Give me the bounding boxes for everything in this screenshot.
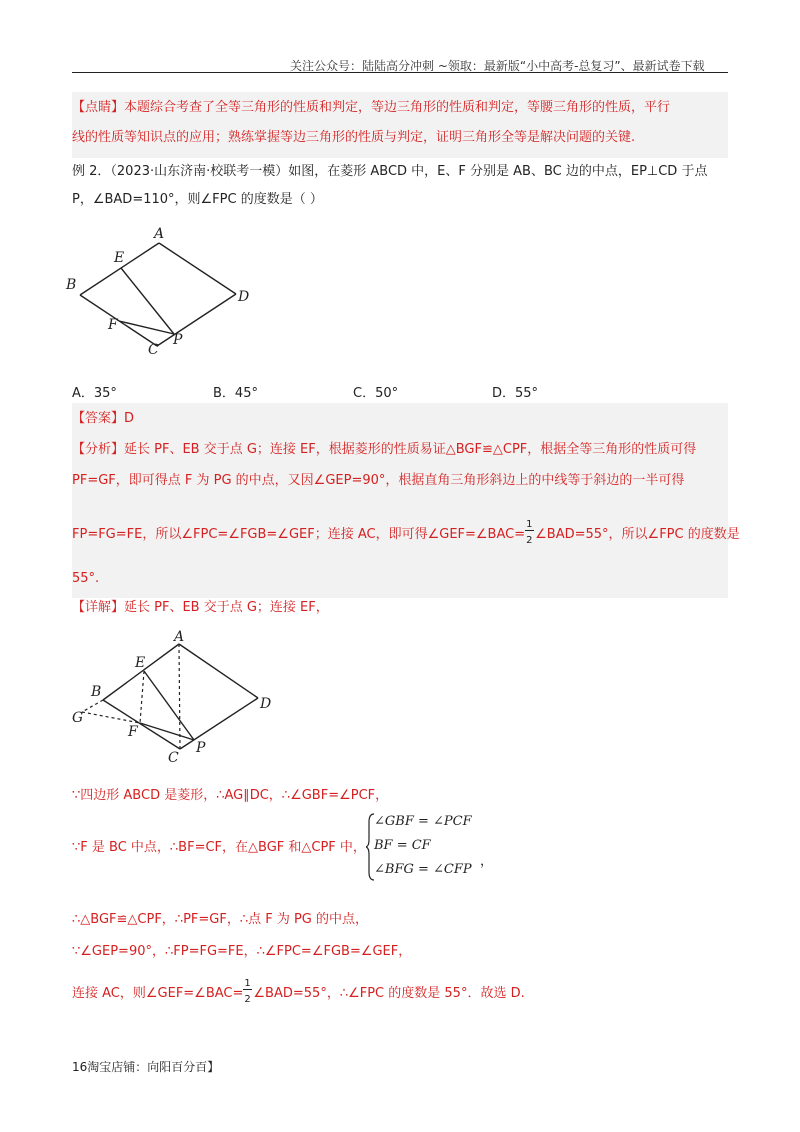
example-line-1: 例 2．（2023·山东济南·校联考一模）如图，在菱形 ABCD 中，E、F 分别是 AB、BC 边的中点，EP⊥CD 于点: [72, 164, 708, 179]
analysis-line-1: 【分析】延长 PF、EB 交于点 G；连接 EF，根据菱形的性质易证△BGF≌△CPF，根据全等三角形的性质可得: [72, 442, 697, 457]
fraction-numerator: 1: [526, 518, 533, 530]
dianjing-line-2: 线的性质等知识点的应用；熟练掌握等边三角形的性质与判定，证明三角形全等是解决问题的关键.: [72, 130, 636, 145]
dianjing-line-1: 【点睛】本题综合考查了全等三角形的性质和判定，等边三角形的性质和判定，等腰三角形的性质，平行: [72, 100, 671, 115]
fig1-segment-EP: [121, 268, 174, 334]
proof-line-5: [72, 977, 525, 1005]
fig2-label-E: E: [135, 655, 146, 671]
fig2-label-C: C: [168, 750, 179, 766]
rhombus-figure-2: [60, 630, 290, 770]
answer-analysis-section: [72, 403, 740, 598]
fraction-denominator: 2: [526, 534, 533, 546]
fig2-label-A: A: [174, 630, 185, 645]
fig1-label-F: F: [108, 317, 118, 333]
fig2-label-D: D: [260, 696, 272, 712]
proof-line-4: ∵∠GEP=90°，∴FP=FG=FE，∴∠FPC=∠FGB=∠GEF，: [72, 944, 412, 959]
fig1-segment-AD: [159, 243, 236, 294]
fig1-label-B: B: [66, 277, 77, 293]
fig2-dashed-EF: [140, 671, 144, 723]
analysis-line-4: 55°.: [72, 571, 100, 586]
system-row-2: BF = CF: [374, 838, 431, 853]
proof-line-5b: ∠BAD=55°，∴∠FPC 的度数是 55°．故选 D.: [253, 986, 525, 1001]
equation-system: [366, 812, 476, 882]
option-d: D．55°: [492, 386, 539, 401]
option-a: A．35°: [72, 386, 117, 401]
analysis-line-3b: ∠BAD=55°，所以∠FPC 的度数是: [535, 527, 740, 542]
fig1-label-D: D: [238, 289, 250, 305]
fig2-segment-EP: [144, 671, 194, 740]
fraction-half: [525, 518, 535, 546]
analysis-line-2: PF=GF，即可得点 F 为 PG 的中点，又因∠GEP=90°，根据直角三角形斜边上的中线等于斜边的一半可得: [72, 473, 685, 488]
fig2-segment-DC: [180, 698, 258, 749]
fig2-segment-BA: [103, 644, 179, 700]
fraction-half-2: [243, 977, 253, 1005]
header-rule: [72, 72, 728, 73]
proof-line-3: ∴△BGF≌△CPF，∴PF=GF，∴点 F 为 PG 的中点，: [72, 912, 369, 927]
system-row-1: ∠GBF = ∠PCF: [374, 814, 472, 829]
proof-line-1: ∵四边形 ABCD 是菱形，∴AG∥DC，∴∠GBF=∠PCF，: [72, 788, 389, 803]
option-c: C．50°: [353, 386, 399, 401]
fig2-label-P: P: [196, 740, 206, 756]
detail-intro: 【详解】延长 PF、EB 交于点 G；连接 EF，: [72, 600, 329, 615]
proof-line-2: ∵F 是 BC 中点，∴BF=CF，在△BGF 和△CPF 中，: [72, 840, 366, 855]
system-comma: ，: [480, 854, 494, 869]
analysis-line-3: [72, 518, 740, 546]
rhombus-figure-1: [60, 222, 270, 362]
fig2-label-G: G: [72, 710, 84, 726]
system-row-3: ∠BFG = ∠CFP: [374, 862, 472, 877]
fraction-denominator-2: 2: [244, 993, 251, 1005]
fraction-numerator-2: 1: [244, 977, 251, 989]
page-footer: 16淘宝店铺：向阳百分百】: [72, 1060, 220, 1074]
fig1-label-E: E: [114, 250, 125, 266]
fig1-label-P: P: [173, 332, 183, 348]
fig2-dashed-BG: [82, 700, 103, 712]
fig2-label-F: F: [128, 724, 138, 740]
fig2-segment-FP: [140, 723, 194, 740]
fig2-label-B: B: [91, 684, 102, 700]
answer-text: 【答案】D: [72, 411, 135, 426]
example-line-2: P，∠BAD=110°，则∠FPC 的度数是（ ）: [72, 192, 323, 207]
fig2-dashed-AC: [179, 644, 180, 749]
fig1-label-C: C: [148, 342, 159, 358]
proof-line-5a: 连接 AC，则∠GEF=∠BAC=: [72, 986, 244, 1001]
analysis-line-3a: FP=FG=FE，所以∠FPC=∠FGB=∠GEF；连接 AC，即可得∠GEF=∠BAC=: [72, 527, 526, 542]
dianjing-section: [72, 92, 728, 158]
page-header-text: 关注公众号：陆陆高分冲刺 ~领取：最新版“小中高考-总复习”、最新试卷下载: [290, 59, 705, 73]
fig2-segment-AD: [179, 644, 258, 698]
fig1-segment-DC: [157, 294, 236, 346]
fig1-label-A: A: [154, 226, 165, 242]
option-b: B．45°: [213, 386, 258, 401]
fig1-segment-CB: [80, 295, 157, 346]
